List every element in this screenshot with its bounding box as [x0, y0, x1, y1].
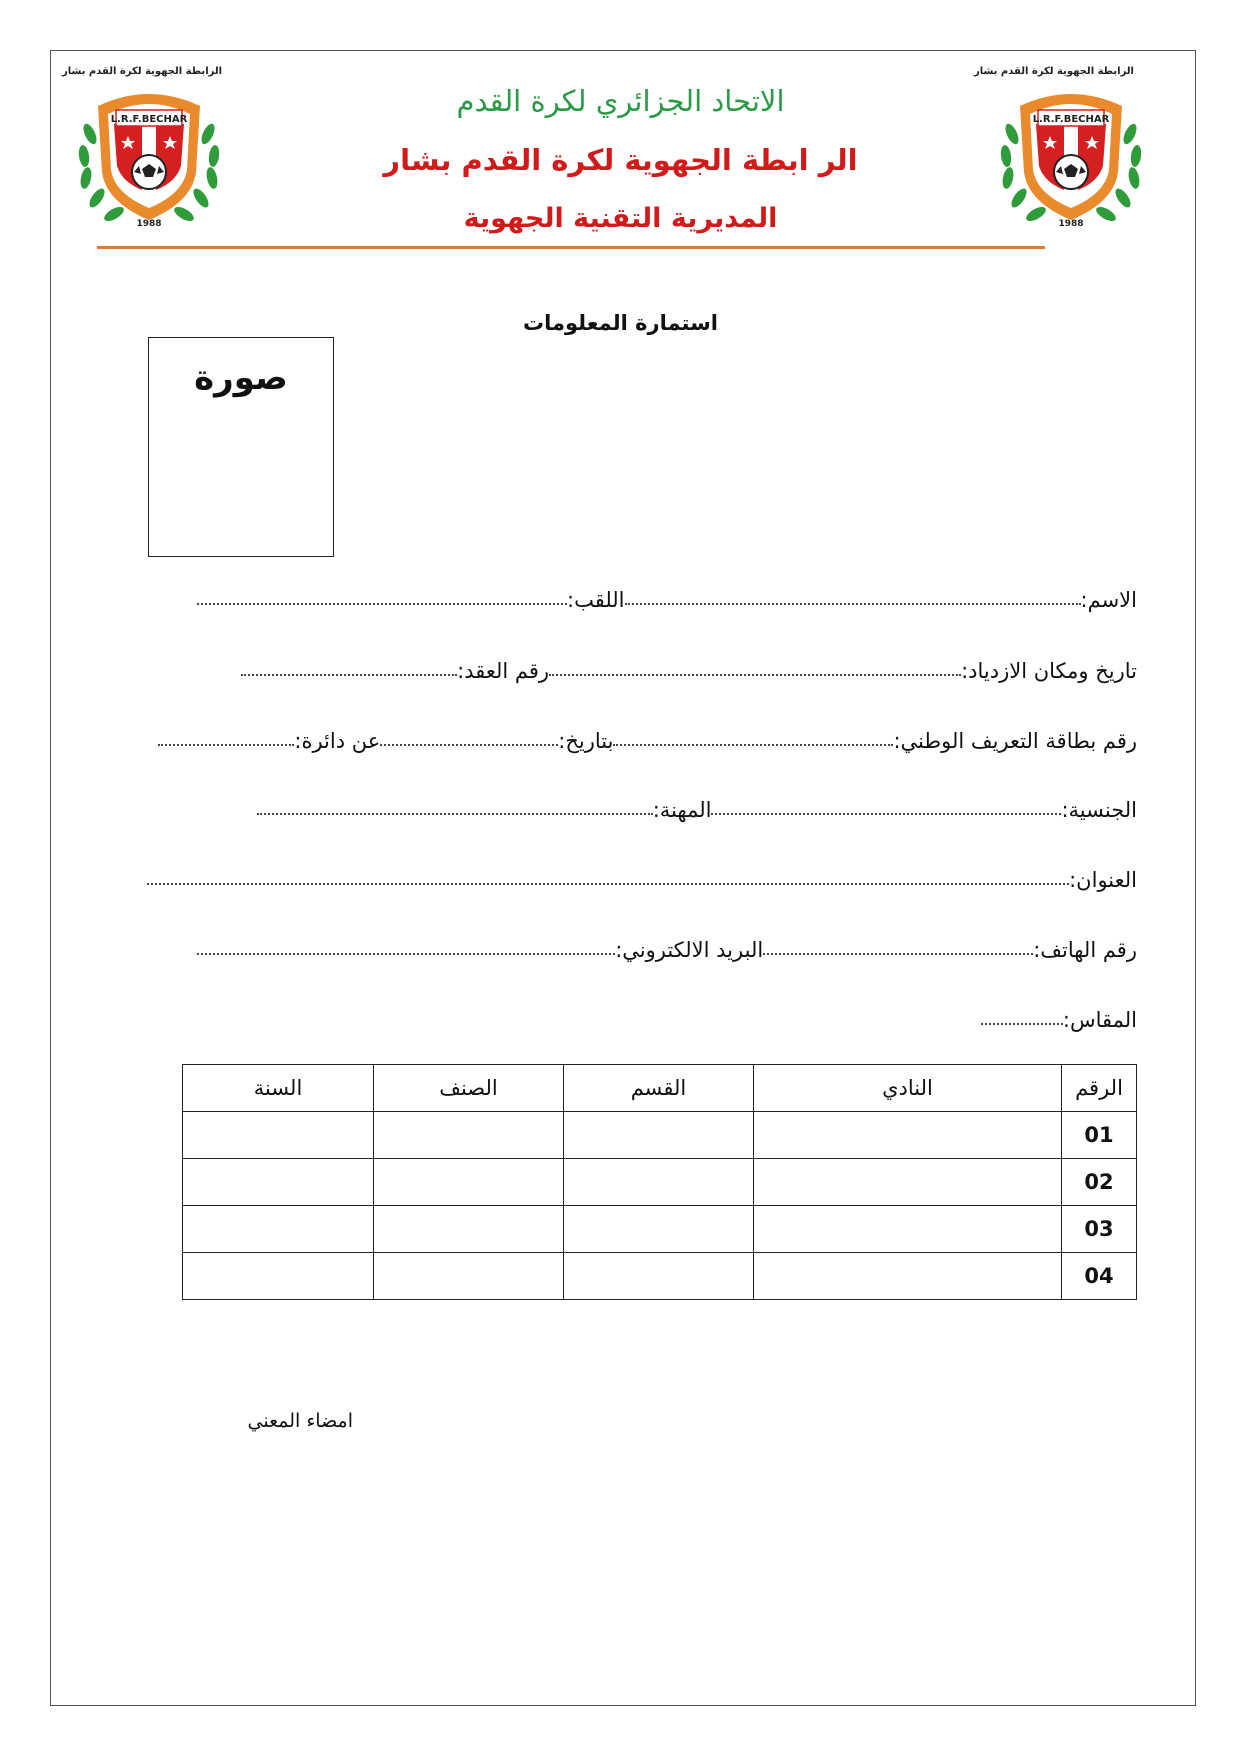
category-cell[interactable]: [374, 1253, 564, 1300]
form-title: استمارة المعلومات: [523, 311, 718, 335]
col-header-category: الصنف: [374, 1065, 564, 1112]
id-issuer-label: عن دائرة:: [294, 729, 381, 753]
svg-text:L.R.F.BECHAR: L.R.F.BECHAR: [110, 114, 188, 125]
svg-text:1988: 1988: [136, 219, 162, 229]
svg-text:1988: 1988: [1058, 219, 1084, 229]
table-row: [183, 1253, 1137, 1300]
year-cell[interactable]: [183, 1112, 374, 1159]
row-size: [981, 1000, 1137, 1032]
league-title: الر ابطة الجهوية لكرة القدم بشار: [383, 143, 858, 177]
signature-label: امضاء المعني: [247, 1410, 353, 1432]
row-name: [197, 580, 1137, 612]
address-label: العنوان:: [1069, 868, 1137, 892]
row-nationality: [257, 790, 1137, 822]
division-cell[interactable]: [564, 1206, 754, 1253]
row-number: 01: [1062, 1112, 1137, 1159]
contract-field[interactable]: [241, 674, 457, 676]
first-name-label: الاسم:: [1080, 588, 1137, 612]
year-cell[interactable]: [183, 1159, 374, 1206]
size-label: المقاس:: [1062, 1008, 1137, 1032]
nationality-field[interactable]: [711, 813, 1061, 815]
row-number: 03: [1062, 1206, 1137, 1253]
row-birth: [241, 651, 1137, 683]
table-header-row: [183, 1065, 1137, 1112]
email-field[interactable]: [197, 953, 615, 955]
league-caption-right: الرابطة الجهوية لكرة القدم بشار: [973, 66, 1134, 77]
id-card-field[interactable]: [613, 744, 893, 746]
nationality-label: الجنسية:: [1061, 798, 1137, 822]
row-id-card: [158, 721, 1137, 753]
row-number: 04: [1062, 1253, 1137, 1300]
club-cell[interactable]: [754, 1112, 1062, 1159]
col-header-number: الرقم: [1062, 1065, 1137, 1112]
id-date-field[interactable]: [380, 744, 558, 746]
phone-label: رقم الهاتف:: [1033, 938, 1137, 962]
row-contact: [197, 930, 1137, 962]
row-address: [147, 860, 1137, 892]
profession-field[interactable]: [257, 813, 653, 815]
id-issuer-field[interactable]: [158, 744, 294, 746]
id-card-label: رقم بطاقة التعريف الوطني:: [893, 729, 1137, 753]
table-row: [183, 1159, 1137, 1206]
first-name-field[interactable]: [625, 603, 1081, 605]
row-number: 02: [1062, 1159, 1137, 1206]
header-divider: [97, 246, 1045, 249]
club-cell[interactable]: [754, 1159, 1062, 1206]
category-cell[interactable]: [374, 1112, 564, 1159]
category-cell[interactable]: [374, 1206, 564, 1253]
federation-title: الاتحاد الجزائري لكرة القدم: [456, 84, 785, 118]
club-cell[interactable]: [754, 1206, 1062, 1253]
size-field[interactable]: [981, 1023, 1063, 1025]
phone-field[interactable]: [763, 953, 1033, 955]
league-caption-left: الرابطة الجهوية لكرة القدم بشار: [62, 66, 223, 77]
division-cell[interactable]: [564, 1112, 754, 1159]
directorate-title: المديرية التقنية الجهوية: [463, 203, 778, 234]
clubs-table: [182, 1064, 1137, 1300]
col-header-club: النادي: [754, 1065, 1062, 1112]
contract-label: رقم العقد:: [457, 659, 550, 683]
division-cell[interactable]: [564, 1159, 754, 1206]
table-row: [183, 1206, 1137, 1253]
surname-field[interactable]: [197, 603, 567, 605]
photo-label: صورة: [194, 358, 288, 398]
address-field[interactable]: [147, 883, 1069, 885]
col-header-division: القسم: [564, 1065, 754, 1112]
photo-box[interactable]: [148, 337, 334, 557]
birth-field[interactable]: [549, 674, 961, 676]
surname-label: اللقب:: [567, 588, 625, 612]
table-row: [183, 1112, 1137, 1159]
profession-label: المهنة:: [652, 798, 712, 822]
club-cell[interactable]: [754, 1253, 1062, 1300]
year-cell[interactable]: [183, 1206, 374, 1253]
email-label: البريد الالكتروني:: [615, 938, 764, 962]
col-header-year: السنة: [183, 1065, 374, 1112]
division-cell[interactable]: [564, 1253, 754, 1300]
birth-label: تاريخ ومكان الازدياد:: [961, 659, 1137, 683]
category-cell[interactable]: [374, 1159, 564, 1206]
year-cell[interactable]: [183, 1253, 374, 1300]
svg-text:L.R.F.BECHAR: L.R.F.BECHAR: [1032, 114, 1110, 125]
id-date-label: بتاريخ:: [558, 729, 614, 753]
